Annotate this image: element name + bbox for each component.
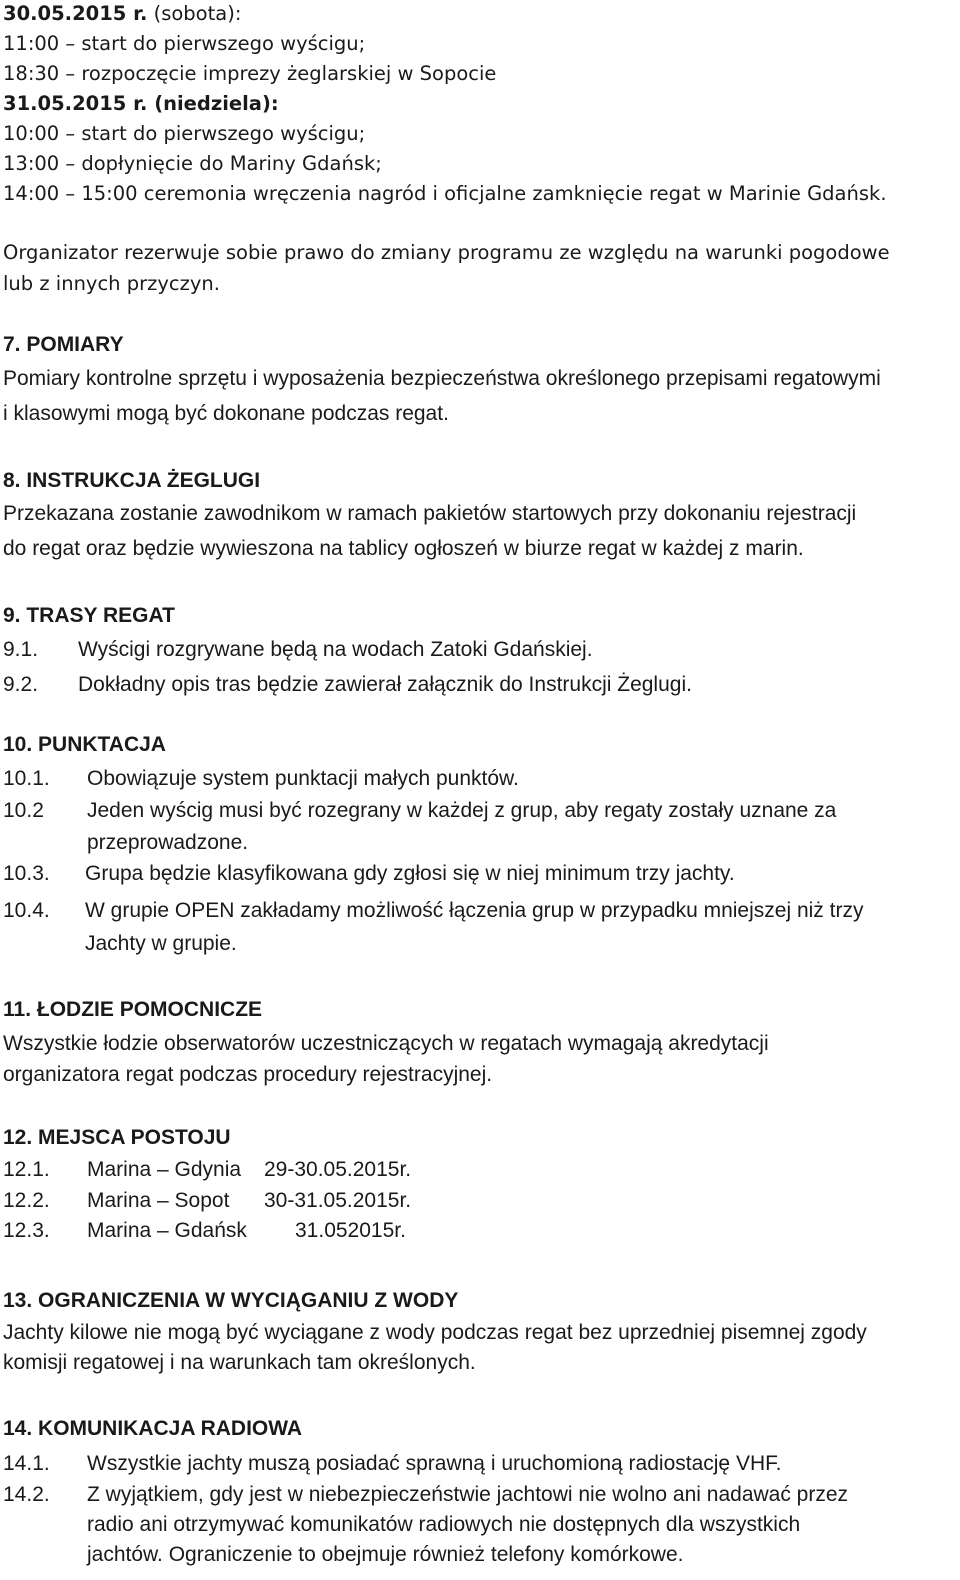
section-heading: 8. INSTRUKCJA ŻEGLUGI bbox=[3, 469, 261, 492]
schedule-note: lub z innych przyczyn. bbox=[3, 272, 220, 295]
marina-name: Marina – Gdynia bbox=[87, 1158, 242, 1181]
day1-item: 11:00 – start do pierwszego wyścigu; bbox=[3, 32, 366, 55]
day1-label: (sobota): bbox=[147, 2, 242, 25]
item-number: 9.1. bbox=[3, 638, 39, 661]
item-number: 10.1. bbox=[3, 767, 50, 790]
item-number: 14.1. bbox=[3, 1452, 50, 1475]
day2-item: 14:00 – 15:00 ceremonia wręczenia nagród i oficjalne zamknięcie regat w Marinie Gdańsk. bbox=[3, 182, 887, 205]
marina-name: Marina – Gdańsk bbox=[87, 1219, 247, 1242]
schedule-note: Organizator rezerwuje sobie prawo do zmiany programu ze względu na warunki pogodowe bbox=[3, 241, 890, 264]
marina-name: Marina – Sopot bbox=[87, 1189, 230, 1212]
item-number: 10.3. bbox=[3, 862, 50, 885]
item-number: 12.1. bbox=[3, 1158, 50, 1181]
section-heading: 12. MEJSCA POSTOJU bbox=[3, 1126, 231, 1149]
day2-item: 13:00 – dopłynięcie do Mariny Gdańsk; bbox=[3, 152, 382, 175]
section-heading: 10. PUNKTACJA bbox=[3, 733, 166, 756]
paragraph-line: komisji regatowej i na warunkach tam określonych. bbox=[3, 1351, 476, 1374]
item-text: Dokładny opis tras będzie zawierał załącznik do Instrukcji Żeglugi. bbox=[78, 673, 692, 696]
paragraph-line: i klasowymi mogą być dokonane podczas regat. bbox=[3, 402, 449, 425]
item-text: przeprowadzone. bbox=[87, 831, 249, 854]
day2-date: 31.05.2015 r. bbox=[3, 92, 148, 115]
day1-item: 18:30 – rozpoczęcie imprezy żeglarskiej w Sopocie bbox=[3, 62, 497, 85]
day1-heading bbox=[3, 2, 241, 25]
section-heading: 7. POMIARY bbox=[3, 333, 124, 356]
item-text: Obowiązuje system punktacji małych punktów. bbox=[87, 767, 519, 790]
marina-date: 29-30.05.2015r. bbox=[264, 1158, 412, 1181]
item-text: Wszystkie jachty muszą posiadać sprawną i uruchomioną radiostację VHF. bbox=[87, 1452, 782, 1475]
item-text: jachtów. Ograniczenie to obejmuje również telefony komórkowe. bbox=[87, 1543, 684, 1566]
day2-heading bbox=[3, 92, 279, 115]
section-heading: 9. TRASY REGAT bbox=[3, 604, 175, 627]
paragraph-line: Jachty kilowe nie mogą być wyciągane z wody podczas regat bez uprzedniej pisemnej zgody bbox=[3, 1321, 867, 1344]
item-number: 10.4. bbox=[3, 899, 50, 922]
item-number: 12.3. bbox=[3, 1219, 50, 1242]
item-number: 14.2. bbox=[3, 1483, 50, 1506]
item-text: Grupa będzie klasyfikowana gdy zgłosi się w niej minimum trzy jachty. bbox=[85, 862, 735, 885]
paragraph-line: Pomiary kontrolne sprzętu i wyposażenia bezpieczeństwa określonego przepisami regatowymi bbox=[3, 367, 881, 390]
item-number: 10.2 bbox=[3, 799, 44, 822]
item-text: Wyścigi rozgrywane będą na wodach Zatoki Gdańskiej. bbox=[78, 638, 593, 661]
item-text: W grupie OPEN zakładamy możliwość łączenia grup w przypadku mniejszej niż trzy bbox=[85, 899, 864, 922]
section-heading: 11. ŁODZIE POMOCNICZE bbox=[3, 998, 263, 1021]
item-text: Jachty w grupie. bbox=[85, 932, 237, 955]
item-text: Z wyjątkiem, gdy jest w niebezpieczeństwie jachtowi nie wolno ani nadawać przez bbox=[87, 1483, 849, 1506]
marina-date: 31.052015r. bbox=[295, 1219, 406, 1242]
list-item bbox=[3, 673, 692, 697]
item-text: radio ani otrzymywać komunikatów radiowych nie dostępnych dla wszystkich bbox=[87, 1513, 801, 1536]
section-heading: 13. OGRANICZENIA W WYCIĄGANIU Z WODY bbox=[3, 1289, 459, 1312]
item-number: 9.2. bbox=[3, 673, 39, 696]
marina-date: 30-31.05.2015r. bbox=[264, 1189, 412, 1212]
list-item bbox=[3, 638, 593, 662]
paragraph-line: Wszystkie łodzie obserwatorów uczestniczących w regatach wymagają akredytacji bbox=[3, 1032, 769, 1055]
item-text: Jeden wyścig musi być rozegrany w każdej z grup, aby regaty zostały uznane za bbox=[87, 799, 837, 822]
item-number: 12.2. bbox=[3, 1189, 50, 1212]
day2-item: 10:00 – start do pierwszego wyścigu; bbox=[3, 122, 366, 145]
paragraph-line: Przekazana zostanie zawodnikom w ramach pakietów startowych przy dokonaniu rejestracji bbox=[3, 502, 857, 525]
paragraph-line: do regat oraz będzie wywieszona na tablicy ogłoszeń w biurze regat w każdej z marin. bbox=[3, 537, 804, 560]
section-heading: 14. KOMUNIKACJA RADIOWA bbox=[3, 1417, 303, 1440]
paragraph-line: organizatora regat podczas procedury rejestracyjnej. bbox=[3, 1063, 493, 1086]
day1-date: 30.05.2015 r. bbox=[3, 2, 148, 25]
day2-label: (niedziela): bbox=[147, 92, 279, 115]
